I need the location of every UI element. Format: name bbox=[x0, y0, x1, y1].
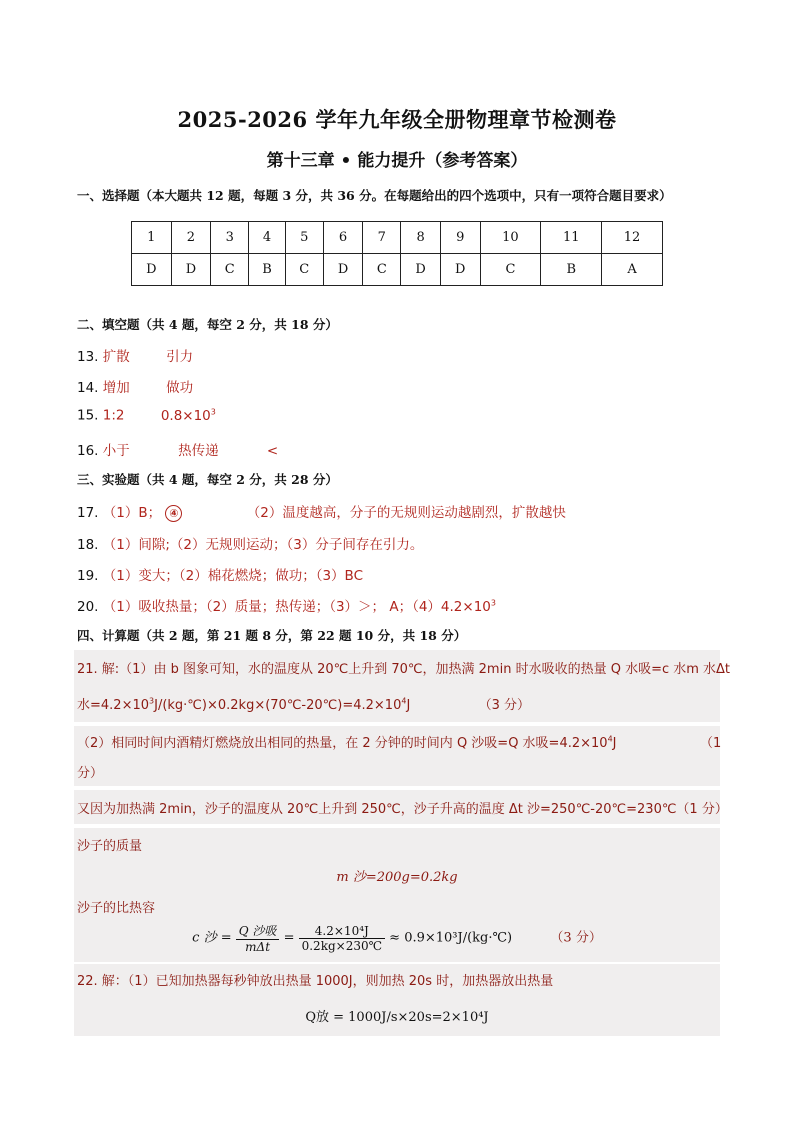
answer-text: 小于 bbox=[102, 443, 130, 459]
formula-lhs: c 沙 = bbox=[192, 930, 232, 946]
exponent: 4 bbox=[607, 734, 613, 744]
table-cell: D bbox=[171, 254, 211, 286]
table-cell: C bbox=[363, 254, 401, 286]
solution-text: 21. 解:（1）由 b 图象可知，水的温度从 20℃上升到 70℃，加热满 2min 时水吸收的热量 Q 水吸=c 水m 水Δt bbox=[77, 662, 731, 677]
answer-text: （1）间隙;（2）无规则运动；（3）分子间存在引力。 bbox=[102, 537, 424, 553]
score-text: （3 分） bbox=[478, 698, 530, 713]
solution-part: J bbox=[406, 698, 411, 713]
answer-text bbox=[103, 599, 496, 615]
answer-exponent: 3 bbox=[210, 407, 216, 416]
table-cell: B bbox=[541, 254, 602, 286]
table-cell: D bbox=[323, 254, 363, 286]
table-cell: 11 bbox=[541, 222, 602, 254]
answer-base: 0.8×10 bbox=[160, 407, 211, 424]
table-cell: 9 bbox=[440, 222, 480, 254]
answer-text: （1）变大；（2）棉花燃烧；做功；（3）BC bbox=[102, 568, 363, 584]
table-cell: 8 bbox=[401, 222, 441, 254]
table-cell: 12 bbox=[602, 222, 663, 254]
calc-q21-line2 bbox=[77, 694, 530, 713]
answer-text: 做功 bbox=[166, 380, 194, 396]
table-cell: 6 bbox=[323, 222, 363, 254]
solution-part: 水=4.2×10 bbox=[77, 698, 150, 713]
exponent: 3 bbox=[149, 696, 155, 706]
calc-q21-line3 bbox=[77, 732, 617, 751]
score-text: （1 bbox=[700, 736, 722, 751]
question-number: 18. bbox=[77, 537, 99, 553]
solution-text bbox=[77, 698, 410, 713]
answer-text bbox=[161, 408, 216, 424]
fraction-numerator: 4.2×10⁴J bbox=[299, 924, 385, 939]
answer-text: 热传递 bbox=[178, 443, 219, 459]
fraction-numerator: Q 沙吸 bbox=[236, 922, 280, 940]
answer-base: （1）吸收热量；（2）质量；热传递；（3）＞； A；（4）4.2×10 bbox=[102, 599, 491, 615]
circled-number: ④ bbox=[165, 505, 182, 522]
answer-text: （1）B； bbox=[102, 505, 162, 521]
table-cell: C bbox=[285, 254, 323, 286]
table-cell: 4 bbox=[249, 222, 286, 254]
formula-text: m 沙=200g=0.2kg bbox=[336, 870, 458, 885]
section-heading-experiment: 三、实验题（共 4 题，每空 2 分，共 28 分） bbox=[77, 472, 338, 487]
fraction-denominator: mΔt bbox=[245, 940, 271, 954]
question-number: 19. bbox=[77, 568, 99, 584]
section-heading-calc: 四、计算题（共 2 题，第 21 题 8 分，第 22 题 10 分，共 18 分） bbox=[77, 628, 467, 643]
calc-q21-score bbox=[700, 732, 721, 751]
calc-q21-line6 bbox=[77, 835, 142, 854]
solution-part: J/(kg·℃)×0.2kg×(70℃-20℃)=4.2×10 bbox=[154, 698, 402, 713]
score-text: 分） bbox=[77, 766, 104, 781]
calc-q21-mass-formula bbox=[74, 866, 720, 885]
table-cell: C bbox=[211, 254, 249, 286]
experiment-answer-20 bbox=[77, 595, 496, 615]
page-title: 2025-2026 学年九年级全册物理章节检测卷 bbox=[177, 107, 617, 132]
equals-sign: = bbox=[283, 930, 295, 946]
answer-text: （2）温度越高，分子的无规则运动越剧烈，扩散越快 bbox=[246, 505, 566, 521]
fill-answer-13 bbox=[77, 345, 193, 365]
experiment-answer-19 bbox=[77, 564, 363, 584]
answer-text: 扩散 bbox=[102, 349, 130, 365]
calc-q22-heat-formula bbox=[74, 1006, 720, 1025]
calc-q21-line1 bbox=[77, 658, 730, 677]
solution-part: J bbox=[612, 736, 617, 751]
fraction-symbolic bbox=[236, 922, 280, 954]
solution-part: （2）相同时间内酒精灯燃烧放出相同的热量，在 2 分钟的时间内 Q 沙吸=Q 水吸=4.2×10 bbox=[77, 736, 608, 751]
answer-text: 1:2 bbox=[102, 407, 125, 424]
page-subtitle: 第十三章 • 能力提升（参考答案） bbox=[266, 151, 528, 171]
question-number: 14. bbox=[77, 380, 99, 396]
formula-result: ≈ 0.9×10³J/(kg·℃) bbox=[389, 930, 513, 946]
table-cell: 1 bbox=[132, 222, 172, 254]
solution-text: 又因为加热满 2min，沙子的温度从 20℃上升到 250℃，沙子升高的温度 Δt 沙=250℃-20℃=230℃（1 分） bbox=[77, 802, 728, 817]
question-number: 20. bbox=[77, 599, 99, 615]
answer-text: < bbox=[266, 443, 279, 459]
answer-text: 增加 bbox=[102, 380, 130, 396]
question-number: 15. bbox=[77, 407, 99, 424]
experiment-answer-18 bbox=[77, 533, 423, 553]
fill-answer-15 bbox=[77, 407, 216, 424]
exponent: 4 bbox=[401, 696, 407, 706]
table-cell: 7 bbox=[363, 222, 401, 254]
table-cell: 3 bbox=[211, 222, 249, 254]
calc-q21-line8 bbox=[77, 897, 155, 916]
table-cell: 2 bbox=[171, 222, 211, 254]
table-cell: 10 bbox=[480, 222, 541, 254]
fraction-numeric bbox=[299, 924, 385, 953]
calc-q21-heat-capacity-formula bbox=[74, 922, 720, 954]
fraction-denominator: 0.2kg×230℃ bbox=[301, 938, 383, 953]
experiment-answer-17 bbox=[77, 501, 566, 522]
table-cell: D bbox=[132, 254, 172, 286]
table-cell: 5 bbox=[285, 222, 323, 254]
table-cell: D bbox=[440, 254, 480, 286]
calc-q21-line4 bbox=[77, 762, 103, 781]
answer-text: 引力 bbox=[166, 349, 194, 365]
table-cell: A bbox=[602, 254, 663, 286]
solution-text: 沙子的质量 bbox=[77, 839, 143, 854]
fill-answer-14 bbox=[77, 376, 193, 396]
table-cell: C bbox=[480, 254, 541, 286]
table-row-answers bbox=[132, 254, 663, 286]
calc-q21-line5 bbox=[77, 798, 728, 817]
choice-answer-table bbox=[131, 221, 663, 286]
question-number: 17. bbox=[77, 505, 99, 521]
formula-text: Q放 = 1000J/s×20s=2×10⁴J bbox=[305, 1010, 489, 1025]
question-number: 16. bbox=[77, 443, 99, 459]
table-row-numbers bbox=[132, 222, 663, 254]
answer-exponent: 3 bbox=[490, 598, 496, 608]
table-cell: B bbox=[249, 254, 286, 286]
solution-text: 沙子的比热容 bbox=[77, 901, 156, 916]
section-heading-choice: 一、选择题（本大题共 12 题，每题 3 分，共 36 分。在每题给出的四个选项中，只有一项符合题目要求） bbox=[77, 188, 672, 203]
section-heading-fill: 二、填空题（共 4 题，每空 2 分，共 18 分） bbox=[77, 317, 338, 332]
table-cell: D bbox=[401, 254, 441, 286]
fill-answer-16 bbox=[77, 439, 278, 459]
score-text: （3 分） bbox=[550, 930, 602, 946]
calc-q22-line1 bbox=[77, 970, 553, 989]
question-number: 13. bbox=[77, 349, 99, 365]
solution-text bbox=[77, 736, 617, 751]
solution-text: 22. 解：（1）已知加热器每秒钟放出热量 1000J，则加热 20s 时，加热器放出热量 bbox=[77, 974, 554, 989]
